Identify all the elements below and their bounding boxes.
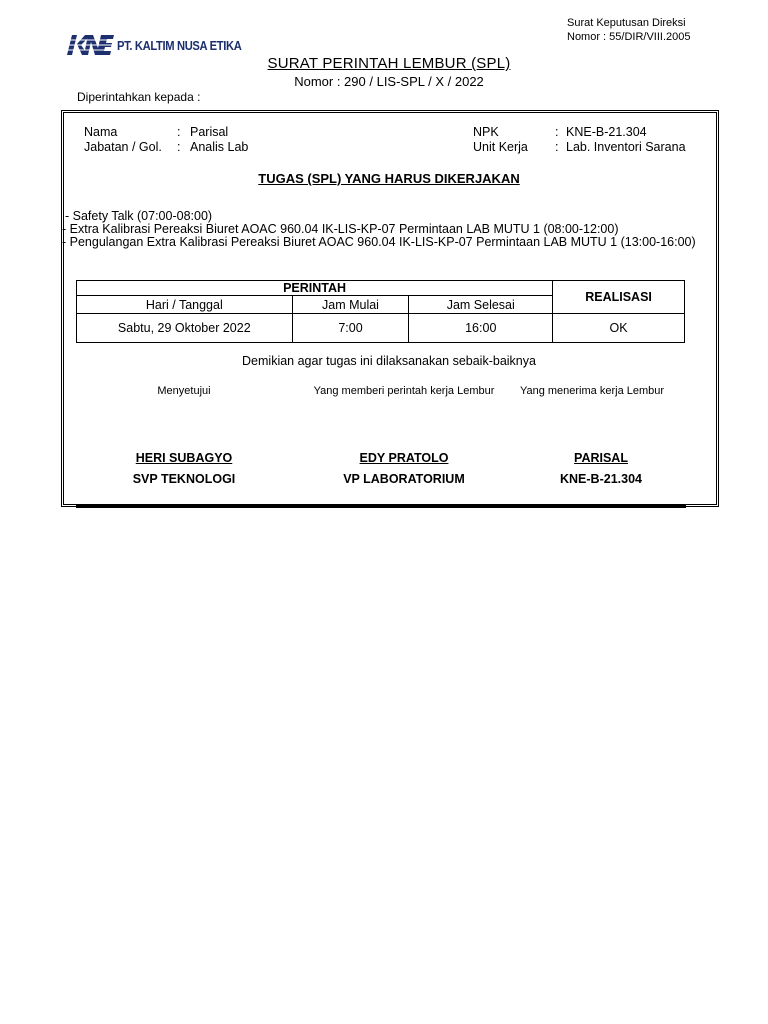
company-logo (66, 34, 262, 56)
giver-position: VP LABORATORIUM (343, 472, 465, 486)
receiver-name: PARISAL (574, 451, 628, 465)
task-item: - Extra Kalibrasi Pereaksi Biuret AOAC 960.04 IK-LIS-KP-07 Permintaan LAB MUTU 1 (08:00-12:00) (62, 222, 619, 236)
end-time-cell: 16:00 (409, 314, 553, 343)
name-colon: : (177, 125, 181, 139)
npk-colon: : (555, 125, 559, 139)
npk-label: NPK (473, 125, 499, 139)
receiver-label: Yang menerima kerja Lembur (519, 385, 665, 397)
perintah-header: PERINTAH (77, 281, 553, 296)
unit-label: Unit Kerja (473, 140, 528, 154)
task-item: - Safety Talk (07:00-08:00) (65, 209, 213, 223)
approver-name: HERI SUBAGYO (135, 451, 233, 465)
company-name: PT. KALTIM NUSA ETIKA (117, 37, 242, 53)
unit-value: Lab. Inventori Sarana (566, 140, 686, 154)
giver-name: EDY PRATOLO (359, 451, 449, 465)
start-column-header: Jam Mulai (292, 296, 409, 314)
name-value: Parisal (190, 125, 229, 139)
giver-label: Yang memberi perintah kerja Lembur (313, 385, 495, 397)
approver-position: SVP TEKNOLOGI (132, 472, 236, 486)
closing-statement: Demikian agar tugas ini dilaksanakan sebaik-baiknya (242, 354, 536, 368)
task-item: - Pengulangan Extra Kalibrasi Pereaksi Biuret AOAC 960.04 IK-LIS-KP-07 Permintaan LAB MUTU 1 (13:00-16:00) (62, 235, 696, 249)
receiver-id: KNE-B-21.304 (560, 472, 642, 486)
unit-colon: : (555, 140, 559, 154)
frame-bottom-rule (76, 505, 686, 508)
decree-reference: Surat Keputusan Direksi (567, 17, 686, 29)
position-label: Jabatan / Gol. (84, 140, 162, 154)
position-value: Analis Lab (190, 140, 249, 154)
realisasi-header: REALISASI (553, 281, 685, 314)
document-title: SURAT PERINTAH LEMBUR (SPL) (267, 55, 511, 72)
addressed-to-label: Diperintahkan kepada : (77, 90, 201, 104)
position-colon: : (177, 140, 181, 154)
tasks-heading: TUGAS (SPL) YANG HARUS DIKERJAKAN (258, 171, 520, 186)
realisasi-cell: OK (553, 314, 685, 343)
end-column-header: Jam Selesai (409, 296, 553, 314)
approve-label: Menyetujui (157, 385, 211, 397)
order-table (76, 280, 685, 343)
start-time-cell: 7:00 (292, 314, 409, 343)
date-column-header: Hari / Tanggal (77, 296, 293, 314)
decree-number: Nomor : 55/DIR/VIII.2005 (567, 31, 691, 43)
document-number: Nomor : 290 / LIS-SPL / X / 2022 (294, 74, 484, 89)
npk-value: KNE-B-21.304 (566, 125, 647, 139)
date-cell: Sabtu, 29 Oktober 2022 (77, 314, 293, 343)
name-label: Nama (84, 125, 118, 139)
kne-logo-icon (66, 34, 114, 56)
